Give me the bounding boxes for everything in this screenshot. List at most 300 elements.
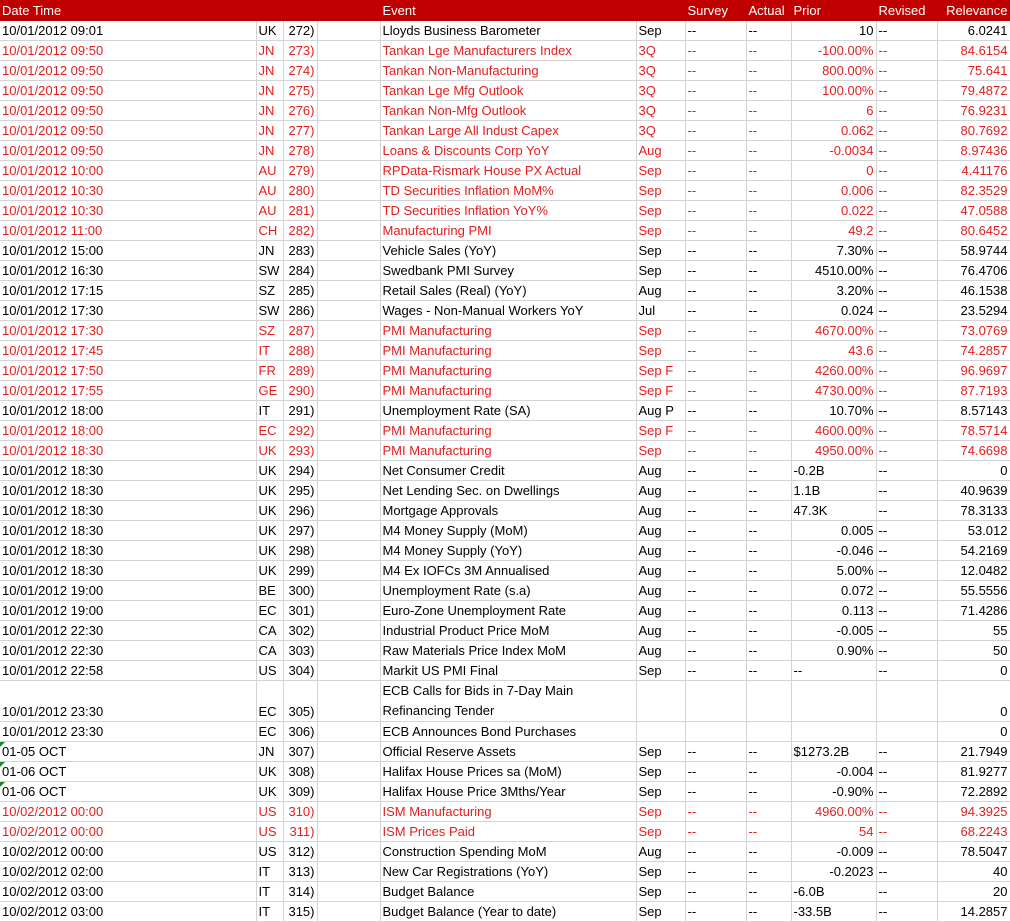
cell-actual[interactable]: -- [746,601,791,621]
cell-datetime[interactable]: 10/02/2012 02:00 [0,862,256,882]
cell-actual[interactable]: -- [746,121,791,141]
cell-revised[interactable]: -- [876,361,937,381]
cell-period[interactable]: 3Q [636,101,685,121]
cell-blank[interactable] [317,501,380,521]
cell-revised[interactable]: -- [876,41,937,61]
cell-relevance[interactable]: 73.0769 [937,321,1010,341]
cell-period[interactable]: Sep [636,802,685,822]
header-actual[interactable]: Actual [746,0,791,21]
cell-blank[interactable] [317,61,380,81]
cell-id[interactable]: 315) [283,902,317,922]
cell-id[interactable]: 291) [283,401,317,421]
cell-period[interactable]: Aug [636,601,685,621]
cell-country[interactable]: US [256,661,283,681]
cell-revised[interactable] [876,681,937,722]
cell-relevance[interactable]: 0 [937,722,1010,742]
cell-id[interactable]: 303) [283,641,317,661]
cell-id[interactable]: 295) [283,481,317,501]
cell-blank[interactable] [317,81,380,101]
cell-survey[interactable]: -- [685,41,746,61]
cell-event[interactable]: Raw Materials Price Index MoM [380,641,636,661]
cell-event[interactable]: M4 Money Supply (YoY) [380,541,636,561]
cell-relevance[interactable]: 4.41176 [937,161,1010,181]
cell-id[interactable]: 299) [283,561,317,581]
cell-datetime[interactable]: 10/01/2012 09:50 [0,121,256,141]
cell-relevance[interactable]: 0 [937,661,1010,681]
cell-period[interactable]: Sep [636,782,685,802]
cell-period[interactable]: Aug [636,481,685,501]
cell-actual[interactable]: -- [746,161,791,181]
cell-country[interactable]: UK [256,441,283,461]
cell-revised[interactable]: -- [876,161,937,181]
cell-country[interactable]: SZ [256,281,283,301]
cell-survey[interactable]: -- [685,601,746,621]
cell-country[interactable]: JN [256,121,283,141]
cell-actual[interactable]: -- [746,501,791,521]
cell-event[interactable]: Mortgage Approvals [380,501,636,521]
cell-actual[interactable]: -- [746,882,791,902]
cell-relevance[interactable]: 53.012 [937,521,1010,541]
cell-blank[interactable] [317,661,380,681]
cell-period[interactable]: Sep [636,882,685,902]
cell-relevance[interactable]: 46.1538 [937,281,1010,301]
cell-country[interactable]: SW [256,301,283,321]
cell-survey[interactable]: -- [685,461,746,481]
cell-survey[interactable]: -- [685,181,746,201]
cell-survey[interactable]: -- [685,521,746,541]
cell-survey[interactable]: -- [685,121,746,141]
cell-actual[interactable]: -- [746,201,791,221]
cell-prior[interactable]: 4670.00% [791,321,876,341]
cell-datetime[interactable]: 10/01/2012 23:30 [0,722,256,742]
cell-prior[interactable]: 49.2 [791,221,876,241]
cell-relevance[interactable]: 14.2857 [937,902,1010,922]
cell-id[interactable]: 314) [283,882,317,902]
cell-datetime[interactable]: 10/01/2012 10:30 [0,201,256,221]
cell-period[interactable] [636,681,685,722]
cell-datetime[interactable]: 10/02/2012 00:00 [0,842,256,862]
cell-blank[interactable] [317,722,380,742]
cell-relevance[interactable]: 80.7692 [937,121,1010,141]
cell-datetime[interactable]: 10/01/2012 11:00 [0,221,256,241]
cell-period[interactable]: Sep [636,742,685,762]
cell-revised[interactable]: -- [876,822,937,842]
header-period[interactable] [636,0,685,21]
cell-survey[interactable]: -- [685,201,746,221]
cell-country[interactable]: AU [256,181,283,201]
cell-blank[interactable] [317,862,380,882]
cell-blank[interactable] [317,421,380,441]
cell-datetime[interactable]: 10/01/2012 18:30 [0,521,256,541]
cell-actual[interactable]: -- [746,802,791,822]
cell-actual[interactable]: -- [746,41,791,61]
cell-prior[interactable]: 0.005 [791,521,876,541]
cell-event[interactable]: M4 Ex IOFCs 3M Annualised [380,561,636,581]
cell-id[interactable]: 290) [283,381,317,401]
cell-blank[interactable] [317,882,380,902]
cell-datetime[interactable]: 10/02/2012 00:00 [0,802,256,822]
cell-country[interactable]: US [256,842,283,862]
cell-id[interactable]: 284) [283,261,317,281]
cell-prior[interactable]: 0 [791,161,876,181]
cell-blank[interactable] [317,141,380,161]
cell-revised[interactable]: -- [876,621,937,641]
cell-relevance[interactable]: 0 [937,681,1010,722]
cell-country[interactable]: AU [256,161,283,181]
cell-blank[interactable] [317,281,380,301]
cell-prior[interactable]: 1.1B [791,481,876,501]
cell-period[interactable]: Sep [636,902,685,922]
cell-country[interactable]: JN [256,41,283,61]
cell-country[interactable]: JN [256,241,283,261]
cell-survey[interactable]: -- [685,61,746,81]
cell-relevance[interactable]: 40 [937,862,1010,882]
cell-datetime[interactable]: 10/01/2012 18:30 [0,461,256,481]
header-prior[interactable]: Prior [791,0,876,21]
cell-event[interactable]: PMI Manufacturing [380,361,636,381]
cell-id[interactable]: 293) [283,441,317,461]
cell-id[interactable]: 305) [283,681,317,722]
cell-actual[interactable]: -- [746,341,791,361]
cell-relevance[interactable]: 20 [937,882,1010,902]
cell-actual[interactable]: -- [746,421,791,441]
cell-survey[interactable]: -- [685,902,746,922]
cell-datetime[interactable]: 10/02/2012 03:00 [0,902,256,922]
cell-blank[interactable] [317,581,380,601]
cell-country[interactable]: IT [256,401,283,421]
cell-period[interactable]: Sep F [636,421,685,441]
cell-revised[interactable]: -- [876,842,937,862]
cell-relevance[interactable]: 94.3925 [937,802,1010,822]
cell-datetime[interactable]: 10/01/2012 23:30 [0,681,256,722]
cell-survey[interactable]: -- [685,381,746,401]
cell-blank[interactable] [317,361,380,381]
cell-prior[interactable]: 10 [791,21,876,41]
cell-period[interactable]: 3Q [636,61,685,81]
cell-period[interactable]: Sep [636,762,685,782]
cell-blank[interactable] [317,21,380,41]
cell-survey[interactable]: -- [685,141,746,161]
cell-actual[interactable]: -- [746,321,791,341]
cell-blank[interactable] [317,261,380,281]
cell-id[interactable]: 278) [283,141,317,161]
cell-blank[interactable] [317,681,380,722]
cell-survey[interactable]: -- [685,321,746,341]
cell-country[interactable]: IT [256,341,283,361]
cell-id[interactable]: 287) [283,321,317,341]
cell-revised[interactable]: -- [876,742,937,762]
cell-id[interactable]: 302) [283,621,317,641]
cell-actual[interactable] [746,681,791,722]
cell-survey[interactable]: -- [685,822,746,842]
cell-revised[interactable]: -- [876,81,937,101]
cell-revised[interactable]: -- [876,762,937,782]
cell-survey[interactable]: -- [685,441,746,461]
cell-survey[interactable]: -- [685,301,746,321]
cell-revised[interactable]: -- [876,782,937,802]
cell-relevance[interactable]: 71.4286 [937,601,1010,621]
cell-period[interactable]: Sep [636,661,685,681]
cell-id[interactable]: 297) [283,521,317,541]
cell-relevance[interactable]: 74.6698 [937,441,1010,461]
cell-prior[interactable]: -6.0B [791,882,876,902]
cell-event[interactable]: Tankan Non-Manufacturing [380,61,636,81]
cell-prior[interactable]: 47.3K [791,501,876,521]
cell-datetime[interactable]: 10/01/2012 18:30 [0,561,256,581]
cell-country[interactable]: UK [256,561,283,581]
cell-revised[interactable]: -- [876,521,937,541]
cell-id[interactable]: 276) [283,101,317,121]
cell-survey[interactable]: -- [685,261,746,281]
cell-blank[interactable] [317,381,380,401]
cell-actual[interactable]: -- [746,541,791,561]
cell-relevance[interactable]: 21.7949 [937,742,1010,762]
cell-blank[interactable] [317,802,380,822]
cell-prior[interactable]: 4260.00% [791,361,876,381]
cell-relevance[interactable]: 6.0241 [937,21,1010,41]
header-datetime[interactable]: Date Time [0,0,256,21]
cell-prior[interactable]: 100.00% [791,81,876,101]
cell-survey[interactable]: -- [685,581,746,601]
header-survey[interactable]: Survey [685,0,746,21]
cell-event[interactable]: Tankan Lge Mfg Outlook [380,81,636,101]
cell-prior[interactable] [791,681,876,722]
cell-blank[interactable] [317,521,380,541]
cell-country[interactable]: EC [256,681,283,722]
cell-actual[interactable]: -- [746,481,791,501]
cell-datetime[interactable]: 10/01/2012 16:30 [0,261,256,281]
cell-survey[interactable]: -- [685,161,746,181]
cell-revised[interactable]: -- [876,802,937,822]
cell-revised[interactable]: -- [876,121,937,141]
cell-datetime[interactable]: 10/01/2012 19:00 [0,581,256,601]
cell-survey[interactable]: -- [685,782,746,802]
cell-blank[interactable] [317,121,380,141]
cell-survey[interactable]: -- [685,882,746,902]
cell-survey[interactable]: -- [685,221,746,241]
cell-country[interactable]: JN [256,61,283,81]
cell-period[interactable]: Aug [636,641,685,661]
cell-relevance[interactable]: 55.5556 [937,581,1010,601]
cell-revised[interactable]: -- [876,21,937,41]
cell-blank[interactable] [317,842,380,862]
cell-revised[interactable]: -- [876,101,937,121]
cell-survey[interactable]: -- [685,101,746,121]
cell-datetime[interactable]: 10/01/2012 22:30 [0,621,256,641]
cell-relevance[interactable]: 40.9639 [937,481,1010,501]
cell-id[interactable]: 285) [283,281,317,301]
cell-datetime[interactable]: 01-05 OCT [0,742,256,762]
cell-prior[interactable]: -0.90% [791,782,876,802]
cell-actual[interactable]: -- [746,381,791,401]
cell-datetime[interactable]: 10/01/2012 09:50 [0,61,256,81]
cell-period[interactable]: Aug [636,281,685,301]
cell-survey[interactable]: -- [685,481,746,501]
cell-id[interactable]: 313) [283,862,317,882]
cell-id[interactable]: 294) [283,461,317,481]
cell-prior[interactable]: -0.005 [791,621,876,641]
cell-survey[interactable]: -- [685,21,746,41]
cell-event[interactable]: PMI Manufacturing [380,321,636,341]
cell-actual[interactable]: -- [746,61,791,81]
cell-prior[interactable]: $1273.2B [791,742,876,762]
cell-id[interactable]: 306) [283,722,317,742]
cell-survey[interactable]: -- [685,641,746,661]
cell-period[interactable]: Sep [636,862,685,882]
cell-revised[interactable]: -- [876,381,937,401]
cell-prior[interactable]: -100.00% [791,41,876,61]
cell-period[interactable]: Aug [636,581,685,601]
cell-relevance[interactable]: 72.2892 [937,782,1010,802]
cell-id[interactable]: 310) [283,802,317,822]
cell-event[interactable]: Euro-Zone Unemployment Rate [380,601,636,621]
cell-id[interactable]: 298) [283,541,317,561]
cell-prior[interactable]: 0.062 [791,121,876,141]
cell-survey[interactable]: -- [685,842,746,862]
cell-id[interactable]: 286) [283,301,317,321]
cell-datetime[interactable]: 10/01/2012 17:45 [0,341,256,361]
cell-datetime[interactable]: 10/01/2012 17:30 [0,321,256,341]
cell-event[interactable]: Unemployment Rate (s.a) [380,581,636,601]
cell-period[interactable]: Sep F [636,381,685,401]
cell-revised[interactable]: -- [876,261,937,281]
cell-revised[interactable]: -- [876,561,937,581]
cell-period[interactable]: Sep [636,321,685,341]
cell-revised[interactable]: -- [876,902,937,922]
cell-country[interactable]: CH [256,221,283,241]
cell-country[interactable]: AU [256,201,283,221]
cell-blank[interactable] [317,321,380,341]
cell-survey[interactable]: -- [685,241,746,261]
cell-blank[interactable] [317,742,380,762]
cell-relevance[interactable]: 8.57143 [937,401,1010,421]
cell-actual[interactable]: -- [746,301,791,321]
cell-actual[interactable]: -- [746,902,791,922]
cell-event[interactable]: Markit US PMI Final [380,661,636,681]
cell-survey[interactable]: -- [685,501,746,521]
cell-actual[interactable]: -- [746,621,791,641]
header-event[interactable]: Event [380,0,636,21]
cell-actual[interactable]: -- [746,822,791,842]
cell-id[interactable]: 277) [283,121,317,141]
cell-id[interactable]: 307) [283,742,317,762]
cell-revised[interactable]: -- [876,321,937,341]
header-revised[interactable]: Revised [876,0,937,21]
cell-period[interactable]: Aug [636,521,685,541]
cell-period[interactable]: Sep [636,241,685,261]
cell-survey[interactable]: -- [685,281,746,301]
cell-actual[interactable]: -- [746,581,791,601]
cell-relevance[interactable]: 76.4706 [937,261,1010,281]
cell-country[interactable]: IT [256,902,283,922]
cell-prior[interactable]: 0.90% [791,641,876,661]
cell-prior[interactable]: 3.20% [791,281,876,301]
cell-datetime[interactable]: 10/01/2012 18:30 [0,501,256,521]
cell-event[interactable]: Tankan Large All Indust Capex [380,121,636,141]
cell-revised[interactable]: -- [876,281,937,301]
cell-prior[interactable]: -33.5B [791,902,876,922]
cell-id[interactable]: 280) [283,181,317,201]
cell-relevance[interactable]: 78.5047 [937,842,1010,862]
cell-prior[interactable]: 10.70% [791,401,876,421]
cell-revised[interactable]: -- [876,601,937,621]
cell-relevance[interactable]: 68.2243 [937,822,1010,842]
cell-actual[interactable]: -- [746,441,791,461]
cell-prior[interactable]: 5.00% [791,561,876,581]
cell-event[interactable]: Halifax House Price 3Mths/Year [380,782,636,802]
cell-period[interactable]: 3Q [636,81,685,101]
header-blank[interactable] [317,0,380,21]
cell-event[interactable]: ISM Prices Paid [380,822,636,842]
cell-period[interactable]: Sep [636,201,685,221]
cell-actual[interactable]: -- [746,221,791,241]
cell-prior[interactable]: 4600.00% [791,421,876,441]
cell-prior[interactable]: 4510.00% [791,261,876,281]
cell-relevance[interactable]: 8.97436 [937,141,1010,161]
cell-event[interactable]: Loans & Discounts Corp YoY [380,141,636,161]
cell-blank[interactable] [317,161,380,181]
cell-period[interactable]: Sep [636,822,685,842]
cell-country[interactable]: JN [256,101,283,121]
cell-country[interactable]: CA [256,641,283,661]
cell-event[interactable]: Vehicle Sales (YoY) [380,241,636,261]
cell-datetime[interactable]: 10/01/2012 09:50 [0,141,256,161]
cell-relevance[interactable]: 96.9697 [937,361,1010,381]
cell-actual[interactable] [746,722,791,742]
cell-prior[interactable]: -0.0034 [791,141,876,161]
cell-prior[interactable]: 4950.00% [791,441,876,461]
cell-prior[interactable]: 0.024 [791,301,876,321]
cell-country[interactable]: UK [256,782,283,802]
cell-revised[interactable] [876,722,937,742]
cell-prior[interactable]: -- [791,661,876,681]
cell-prior[interactable]: -0.046 [791,541,876,561]
cell-id[interactable]: 308) [283,762,317,782]
cell-relevance[interactable]: 50 [937,641,1010,661]
cell-datetime[interactable]: 10/01/2012 09:50 [0,101,256,121]
header-country[interactable] [256,0,283,21]
cell-prior[interactable]: -0.2023 [791,862,876,882]
cell-datetime[interactable]: 10/01/2012 17:15 [0,281,256,301]
cell-survey[interactable]: -- [685,401,746,421]
cell-event[interactable]: Retail Sales (Real) (YoY) [380,281,636,301]
cell-period[interactable]: Aug [636,561,685,581]
cell-survey[interactable]: -- [685,742,746,762]
cell-prior[interactable]: -0.009 [791,842,876,862]
cell-id[interactable]: 309) [283,782,317,802]
cell-event[interactable]: Construction Spending MoM [380,842,636,862]
cell-blank[interactable] [317,101,380,121]
cell-period[interactable]: Aug [636,541,685,561]
cell-country[interactable]: JN [256,81,283,101]
cell-relevance[interactable]: 76.9231 [937,101,1010,121]
cell-revised[interactable]: -- [876,421,937,441]
cell-revised[interactable]: -- [876,501,937,521]
cell-actual[interactable]: -- [746,661,791,681]
cell-blank[interactable] [317,401,380,421]
cell-prior[interactable]: 7.30% [791,241,876,261]
cell-country[interactable]: UK [256,541,283,561]
cell-id[interactable]: 296) [283,501,317,521]
cell-country[interactable]: UK [256,461,283,481]
cell-datetime[interactable]: 10/01/2012 18:30 [0,541,256,561]
cell-datetime[interactable]: 10/01/2012 10:00 [0,161,256,181]
cell-datetime[interactable]: 10/01/2012 19:00 [0,601,256,621]
cell-period[interactable]: Sep F [636,361,685,381]
cell-event[interactable]: Halifax House Prices sa (MoM) [380,762,636,782]
cell-survey[interactable]: -- [685,421,746,441]
cell-datetime[interactable]: 01-06 OCT [0,782,256,802]
